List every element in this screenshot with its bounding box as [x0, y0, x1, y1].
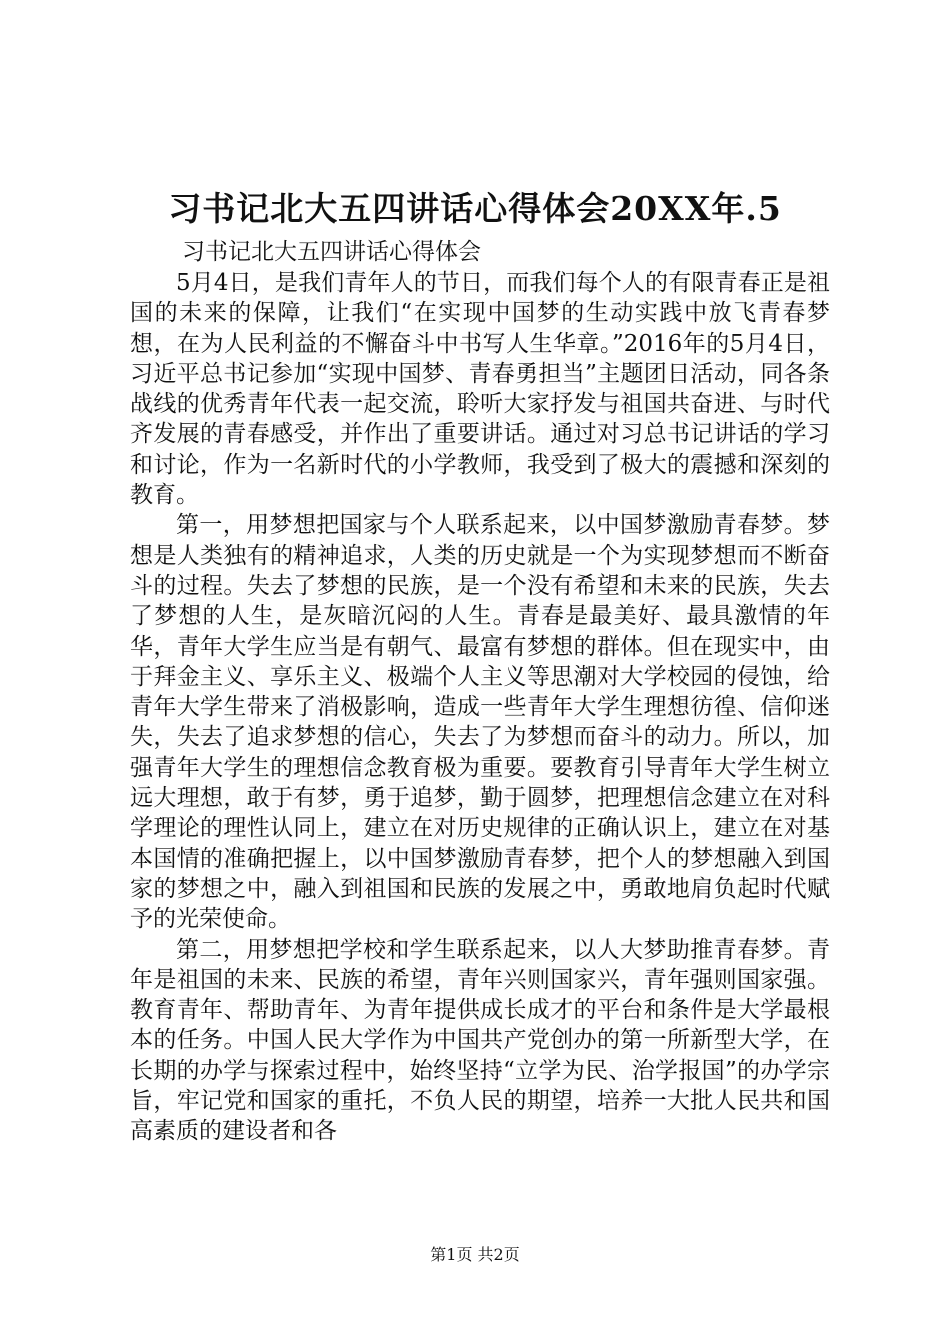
document-subtitle: 习书记北大五四讲话心得体会 [182, 239, 481, 265]
paragraph-1: 5月4日，是我们青年人的节日，而我们每个人的有限青春正是祖国的未来的保障，让我们“在实现中国梦的生动实践中放飞青春梦想，在为人民利益的不懈奋斗中书写人生华章。”2016年的5月4日，习近平总书记参加“实现中国梦、青春勇担当”主题团日活动，同各条战线的优秀青年代表一起交流，聆听大家抒发与祖国共奋进、与时代齐发展的青春感受，并作出了重要讲话。通过对习总书记讲话的学习和讨论，作为一名新时代的小学教师，我受到了极大的震撼和深刻的教育。 [130, 270, 830, 509]
page-number-footer: 第1页 共2页 [430, 1245, 520, 1264]
paragraph-3: 第二，用梦想把学校和学生联系起来，以人大梦助推青春梦。青年是祖国的未来、民族的希望，青年兴则国家兴，青年强则国家强。教育青年、帮助青年、为青年提供成长成才的平台和条件是大学最根本的任务。中国人民大学作为中国共产党创办的第一所新型大学，在长期的办学与探索过程中，始终坚持“立学为民、治学报国”的办学宗旨，牢记党和国家的重托，不负人民的期望，培养一大批人民共和国高素质的建设者和各 [130, 936, 830, 1145]
document-body [130, 268, 830, 1147]
document-title: 习书记北大五四讲话心得体会20XX年.5 [168, 189, 782, 228]
paragraph-2: 第一，用梦想把国家与个人联系起来，以中国梦激励青春梦。梦想是人类独有的精神追求，人类的历史就是一个为实现梦想而不断奋斗的过程。失去了梦想的民族，是一个没有希望和未来的民族，失去了梦想的人生，是灰暗沉闷的人生。青春是最美好、最具激情的年华，青年大学生应当是有朝气、最富有梦想的群体。但在现实中，由于拜金主义、享乐主义、极端个人主义等思潮对大学校园的侵蚀，给青年大学生带来了消极影响，造成一些青年大学生理想彷徨、信仰迷失，失去了追求梦想的信心，失去了为梦想而奋斗的动力。所以，加强青年大学生的理想信念教育极为重要。要教育引导青年大学生树立远大理想，敢于有梦，勇于追梦，勤于圆梦，把理想信念建立在对科学理论的理性认同上，建立在对历史规律的正确认识上，建立在对基本国情的准确把握上，以中国梦激励青春梦，把个人的梦想融入到国家的梦想之中，融入到祖国和民族的发展之中，勇敢地肩负起时代赋予的光荣使命。 [130, 512, 830, 933]
